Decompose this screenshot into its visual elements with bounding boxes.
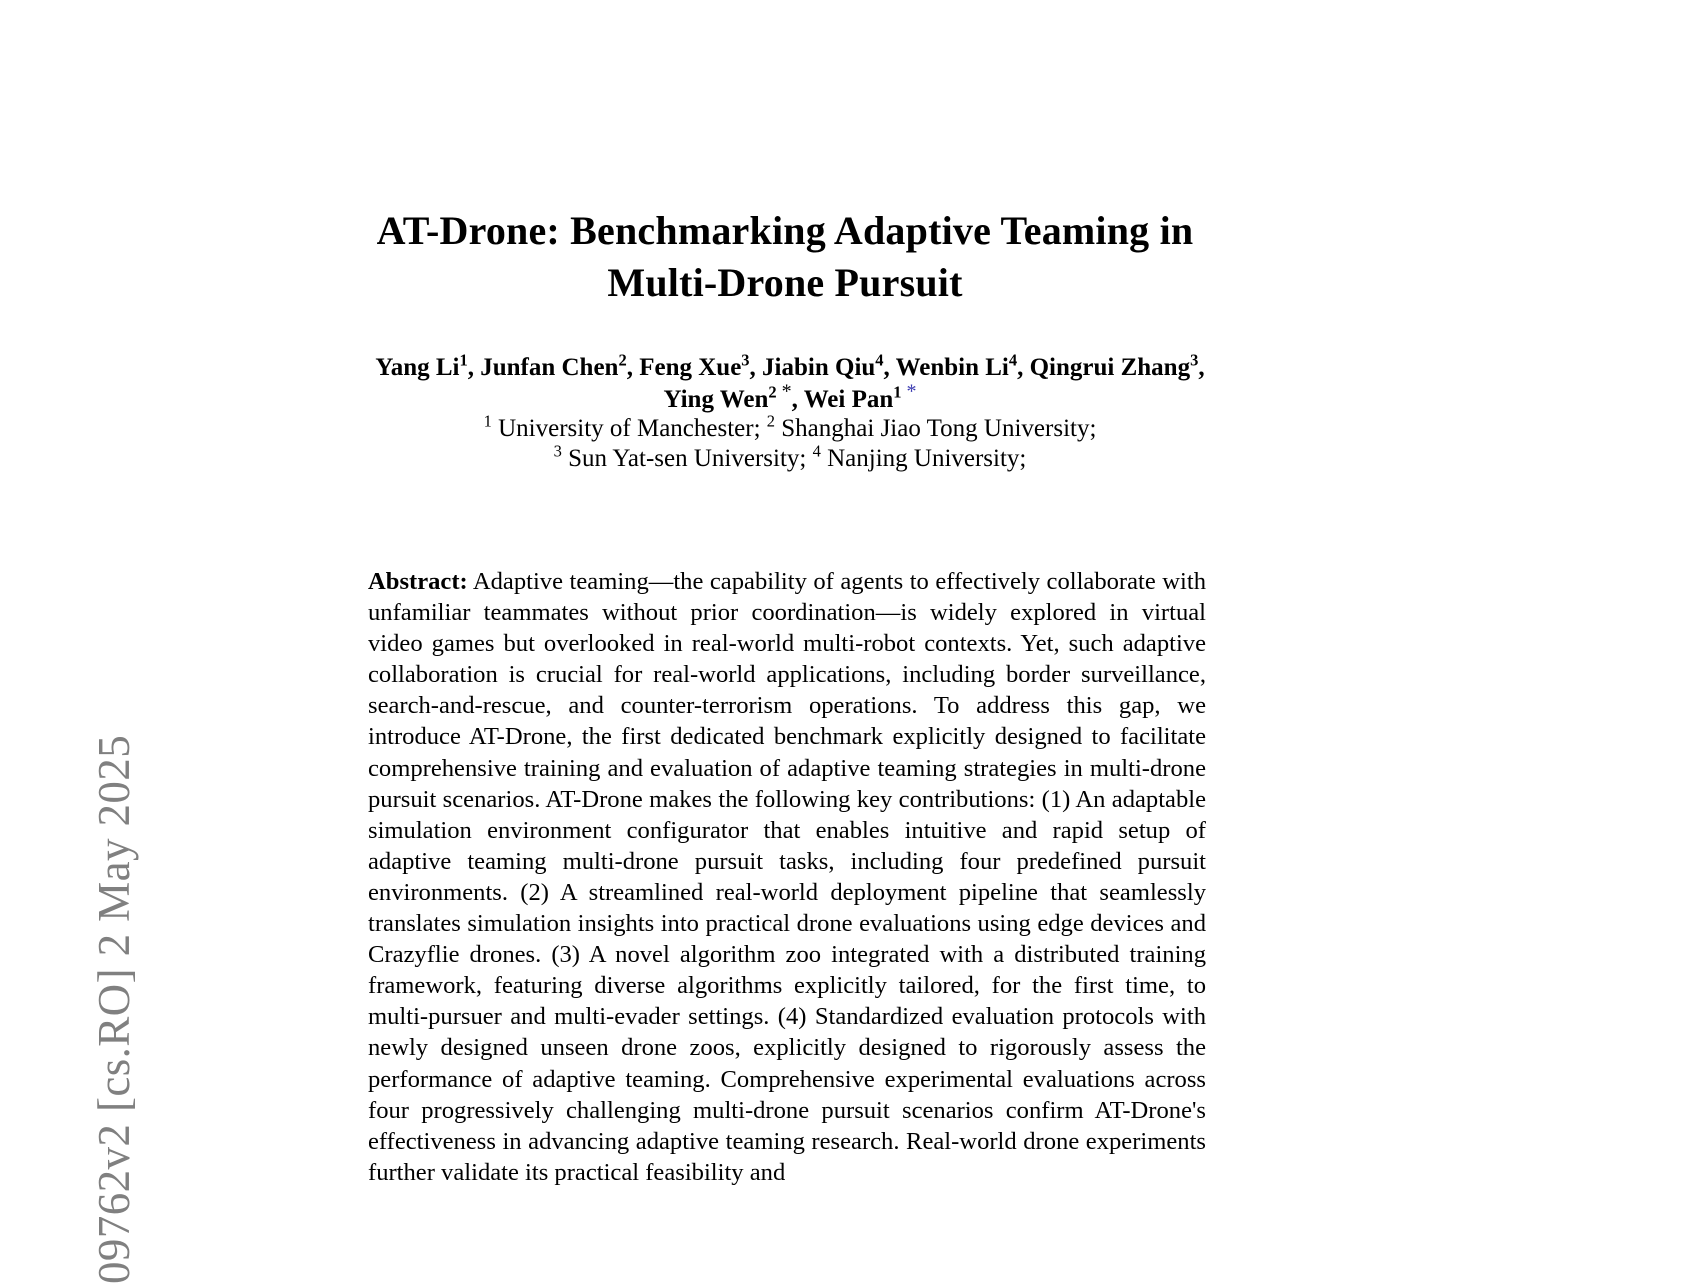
author-name: Jiabin Qiu (762, 354, 876, 381)
author-separator: , (626, 354, 640, 381)
affiliation-marker: 4 (812, 441, 821, 461)
author-separator: , (467, 354, 481, 381)
author-affiliation-marker: 1 (459, 350, 468, 370)
paper-title (330, 205, 1240, 309)
affiliation-list (300, 411, 1280, 474)
author-affiliation-marker: 3 (741, 350, 750, 370)
abstract-body: Adaptive teaming—the capability of agents to effectively collaborate with unfamiliar teammates without prior coordination—is widely explored in virtual video games but overlooked in real-world multi-robot contexts. Yet, such adaptive collaboration is crucial for real-world applications, including border surveillance, search-and-rescue, and counter-terrorism operations. To address this gap, we introduce AT-Drone, the first dedicated benchmark explicitly designed to facilitate comprehensive training and evaluation of adaptive teaming strategies in multi-drone pursuit scenarios. AT-Drone makes the following key contributions: (1) An adaptable simulation environment configurator that enables intuitive and rapid setup of adaptive teaming multi-drone pursuit tasks, including four predefined pursuit environments. (2) A streamlined real-world deployment pipeline that seamlessly translates simulation insights into practical drone evaluations using edge devices and Crazyflie drones. (3) A novel algorithm zoo integrated with a distributed training framework, featuring diverse algorithms explicitly tailored, for the first time, to multi-pursuer and multi-evader settings. (4) Standardized evaluation protocols with newly designed unseen drone zoos, explicitly designed to rigorously assess the performance of adaptive teaming. Comprehensive experimental evaluations across four progressively challenging multi-drone pursuit scenarios confirm AT-Drone's effectiveness in advancing adaptive teaming research. Real-world drone experiments further validate its practical feasibility and (368, 568, 1206, 1186)
author-affiliation-marker: 4 (875, 350, 884, 370)
corresponding-author-marker: * (776, 380, 792, 403)
author-name: Junfan Chen (480, 354, 619, 381)
author-affiliation-marker: 3 (1190, 350, 1199, 370)
corresponding-author-link-icon[interactable]: * (901, 380, 917, 403)
author-name: Wenbin Li (895, 354, 1009, 381)
author-separator: , (883, 354, 896, 381)
author-separator: , (749, 354, 763, 381)
author-list (300, 352, 1280, 416)
author-name: Yang Li (375, 354, 460, 381)
author-separator: , (1017, 354, 1030, 381)
affiliation-marker: 1 (483, 411, 492, 431)
affiliation-name: Nanjing University; (820, 445, 1027, 472)
author-separator: , (791, 386, 804, 413)
author-name: Ying Wen (663, 386, 769, 413)
affiliation-marker: 2 (766, 411, 776, 431)
author-line-2 (300, 380, 1280, 416)
abstract-section (368, 566, 1206, 1188)
affiliation-name: Shanghai Jiao Tong University; (775, 415, 1097, 442)
author-affiliation-marker: 4 (1008, 350, 1018, 370)
arxiv-identifier-stamp: 09762v2 [cs.RO] 2 May 2025 (89, 734, 139, 1284)
abstract-label: Abstract: (368, 568, 468, 595)
author-name: Wei Pan (803, 386, 894, 413)
affiliation-name: Sun Yat-sen University; (561, 445, 813, 472)
author-affiliation-marker: 1 (893, 382, 902, 402)
affiliation-marker: 3 (553, 441, 562, 461)
author-name: Feng Xue (639, 354, 742, 381)
author-separator: , (1198, 354, 1205, 381)
author-affiliation-marker: 2 (768, 382, 777, 402)
affiliation-name: University of Manchester; (491, 415, 767, 442)
title-line-1: AT-Drone: Benchmarking Adaptive Teaming in (376, 208, 1194, 253)
title-line-2: Multi-Drone Pursuit (607, 260, 963, 305)
affiliation-line-2 (300, 441, 1280, 474)
affiliation-line-1 (300, 411, 1280, 444)
author-line-1 (300, 352, 1280, 384)
author-name: Qingrui Zhang (1029, 354, 1191, 381)
author-affiliation-marker: 2 (618, 350, 627, 370)
